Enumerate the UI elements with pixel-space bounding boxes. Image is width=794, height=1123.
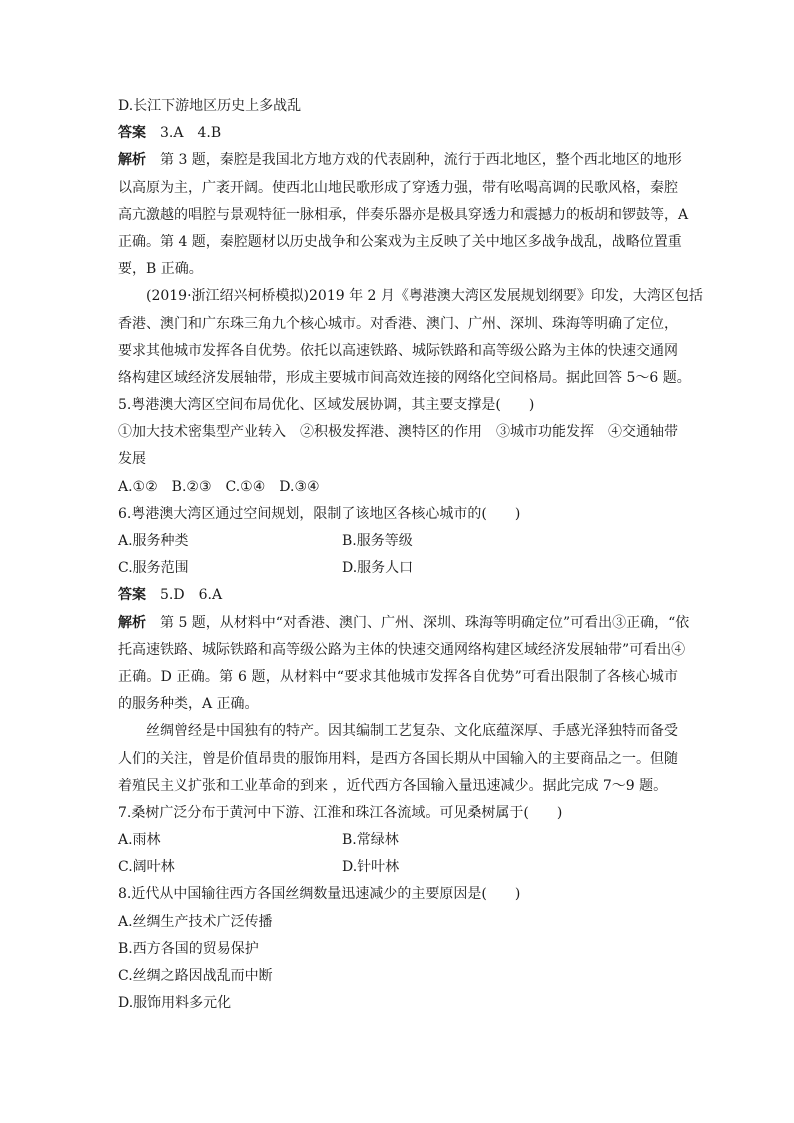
analysis-5-6-line: 的服务种类，A 正确。 [118, 696, 259, 713]
option-d: D.服务人口 [342, 560, 414, 577]
analysis-5-6-line [118, 610, 690, 637]
option-b: B.服务等级 [342, 533, 413, 549]
question-6-options-row [118, 555, 678, 582]
answer-value: 5.D 6.A [160, 587, 223, 604]
option-b: B.常绿林 [342, 832, 399, 849]
question-5-items: ①加大技术密集型产业转入 ②积极发挥港、澳特区的作用 ③城市功能发挥 ④交通轴带 [118, 424, 678, 441]
option-b: B.西方各国的贸易保护 [118, 940, 259, 957]
option-a: A.服务种类 [118, 533, 189, 549]
question-5-items-cont: 发展 [118, 451, 146, 468]
option-a: A.雨林 [118, 832, 161, 849]
passage-silk-line: 人们的关注，曾是价值昂贵的服饰用料，是西方各国长期从中国输入的主要商品之一。但随 [118, 750, 678, 767]
option-d: D.服饰用料多元化 [118, 995, 232, 1012]
option-c: C.阔叶林 [118, 859, 175, 876]
passage-gba-line: (2019·浙江绍兴柯桥模拟)2019 年 2 月《粤港澳大湾区发展规划纲要》印发，大湾区包括 [146, 288, 703, 305]
answer-value: 3.A 4.B [160, 125, 222, 142]
passage-silk-line: 着殖民主义扩张和工业革命的到来 ，近代西方各国输入量迅速减少。据此完成 7～9 题。 [118, 777, 668, 794]
analysis-3-4-line: 以高原为主，广袤开阔。使西北山地民歌形成了穿透力强，带有吆喝高调的民歌风格，秦腔 [118, 179, 678, 196]
question-8-stem: 8.近代从中国输往西方各国丝绸数量迅速减少的主要原因是( ) [118, 886, 521, 903]
document-page [118, 93, 703, 1017]
answer-3-4 [118, 120, 678, 147]
analysis-3-4-line: 高亢激越的唱腔与景观特征一脉相承，伴奏乐器亦是极具穿透力和震撼力的板胡和锣鼓等，A [118, 206, 689, 223]
q4-option-d: D.长江下游地区历史上多战乱 [118, 98, 302, 114]
answer-label: 答案 [118, 587, 146, 604]
option-a: A.丝绸生产技术广泛传播 [118, 913, 273, 930]
question-7-stem: 7.桑树广泛分布于黄河中下游、江淮和珠江各流域。可见桑树属于( ) [118, 804, 563, 821]
answer-label: 答案 [118, 125, 146, 142]
question-5-stem: 5.粤港澳大湾区空间布局优化、区域发展协调，其主要支撑是( ) [118, 397, 535, 414]
analysis-5-6-line: 托高速铁路、城际铁路和高等级公路为主体的快速交通网络构建区域经济发展轴带”可看出④ [118, 641, 686, 658]
analysis-3-4-line: 要，B 正确。 [118, 261, 203, 278]
analysis-text: 第 5 题，从材料中“对香港、澳门、广州、深圳、珠海等明确定位”可看出③正确，“依 [160, 614, 690, 631]
passage-gba-line: 香港、澳门和广东珠三角九个核心城市。对香港、澳门、广州、深圳、珠海等明确了定位， [118, 315, 678, 332]
analysis-label: 解析 [118, 614, 146, 631]
question-7-options-row [118, 827, 678, 854]
option-d: D.针叶林 [342, 859, 400, 876]
analysis-text: 第 3 题，秦腔是我国北方地方戏的代表剧种，流行于西北地区，整个西北地区的地形 [160, 152, 682, 169]
passage-gba-line: 要求其他城市发挥各自优势。依托以高速铁路、城际铁路和高等级公路为主体的快速交通网 [118, 342, 678, 359]
question-6-stem: 6.粤港澳大湾区通过空间规划，限制了该地区各核心城市的( ) [118, 505, 521, 522]
question-6-options-row [118, 528, 678, 555]
answer-5-6 [118, 582, 678, 609]
option-c: C.丝绸之路因战乱而中断 [118, 968, 273, 984]
analysis-3-4-line: 正确。第 4 题，秦腔题材以历史战争和公案戏为主反映了关中地区多战争战乱，战略位置重 [118, 233, 682, 250]
passage-gba-line: 络构建区域经济发展轴带，形成主要城市间高效连接的网络化空间格局。据此回答 5～6 题。 [118, 369, 691, 386]
passage-silk-line: 丝绸曾经是中国独有的特产。因其编制工艺复杂、文化底蕴深厚、手感光泽独特而备受 [146, 723, 678, 740]
option-c: C.服务范围 [118, 560, 189, 577]
analysis-3-4-line [118, 147, 682, 174]
question-5-options: A.①② B.②③ C.①④ D.③④ [118, 478, 320, 495]
analysis-5-6-line: 正确。D 正确。第 6 题，从材料中“要求其他城市发挥各自优势”可看出限制了各核心城市 [118, 668, 678, 685]
analysis-label: 解析 [118, 152, 146, 169]
question-7-options-row [118, 854, 678, 881]
